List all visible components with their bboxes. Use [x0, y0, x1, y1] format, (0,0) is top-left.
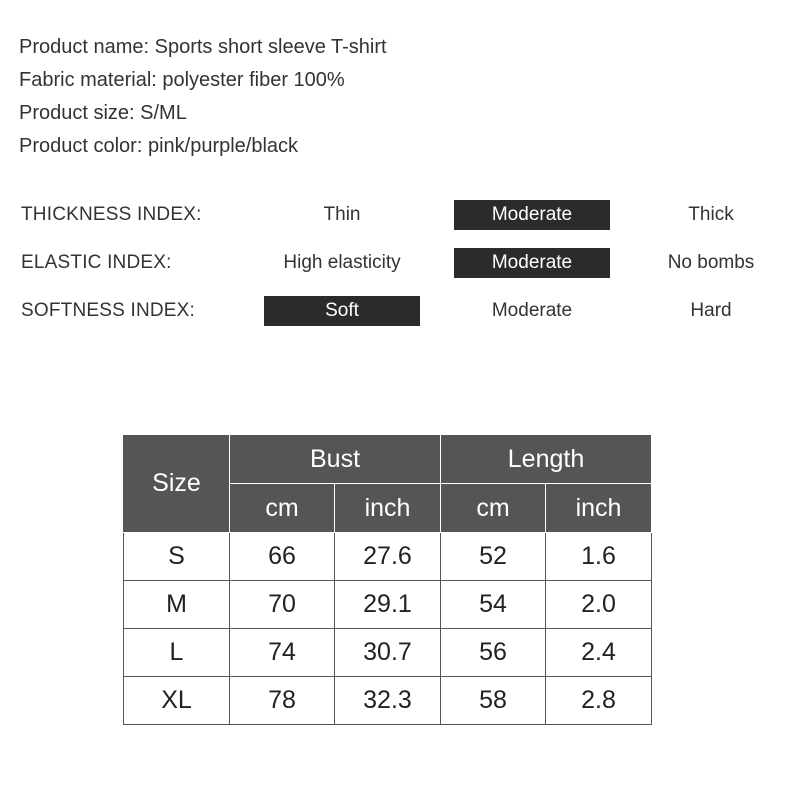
elastic-index-label: ELASTIC INDEX:	[21, 252, 172, 273]
bust-cm-cell: 78	[230, 677, 335, 725]
length-cm-cell: 56	[441, 629, 546, 677]
bust-inch-cell: 27.6	[335, 533, 441, 581]
thickness-index-row	[21, 200, 781, 230]
table-row	[124, 629, 652, 677]
length-cm-cell: 58	[441, 677, 546, 725]
size-chart-table	[123, 434, 652, 725]
bust-cm-header: cm	[230, 484, 335, 533]
length-inch-cell: 2.8	[546, 677, 652, 725]
size-cell: M	[124, 581, 230, 629]
product-color: Product color: pink/purple/black	[19, 135, 299, 157]
length-cm-cell: 54	[441, 581, 546, 629]
table-row	[124, 581, 652, 629]
elastic-option-moderate: Moderate	[454, 248, 610, 278]
elastic-index-row	[21, 248, 781, 278]
length-inch-header: inch	[546, 484, 652, 533]
table-row	[124, 533, 652, 581]
length-inch-cell: 2.4	[546, 629, 652, 677]
size-column-header: Size	[124, 435, 230, 533]
fabric-material: Fabric material: polyester fiber 100%	[19, 69, 345, 91]
thickness-index-label: THICKNESS INDEX:	[21, 204, 202, 225]
size-cell: S	[124, 533, 230, 581]
length-cm-cell: 52	[441, 533, 546, 581]
softness-option-soft: Soft	[264, 296, 420, 326]
thickness-option-thick: Thick	[688, 204, 734, 225]
length-inch-cell: 1.6	[546, 533, 652, 581]
bust-column-header: Bust	[230, 435, 441, 484]
bust-inch-cell: 32.3	[335, 677, 441, 725]
bust-cm-cell: 74	[230, 629, 335, 677]
table-row	[124, 677, 652, 725]
size-cell: XL	[124, 677, 230, 725]
elastic-option-no-bombs: No bombs	[667, 252, 755, 273]
product-size: Product size: S/ML	[19, 102, 187, 124]
product-name: Product name: Sports short sleeve T-shirt	[19, 36, 387, 58]
bust-inch-cell: 30.7	[335, 629, 441, 677]
length-inch-cell: 2.0	[546, 581, 652, 629]
product-info	[19, 31, 387, 163]
length-cm-header: cm	[441, 484, 546, 533]
thickness-option-thin: Thin	[323, 204, 361, 225]
size-table-header-row	[124, 435, 652, 484]
thickness-option-moderate: Moderate	[454, 200, 610, 230]
softness-option-moderate: Moderate	[491, 300, 573, 321]
bust-cm-cell: 66	[230, 533, 335, 581]
softness-index-row	[21, 296, 781, 326]
length-column-header: Length	[441, 435, 652, 484]
bust-cm-cell: 70	[230, 581, 335, 629]
softness-option-hard: Hard	[690, 300, 732, 321]
bust-inch-cell: 29.1	[335, 581, 441, 629]
size-cell: L	[124, 629, 230, 677]
softness-index-label: SOFTNESS INDEX:	[21, 300, 196, 321]
bust-inch-header: inch	[335, 484, 441, 533]
elastic-option-high-elasticity: High elasticity	[283, 252, 401, 273]
